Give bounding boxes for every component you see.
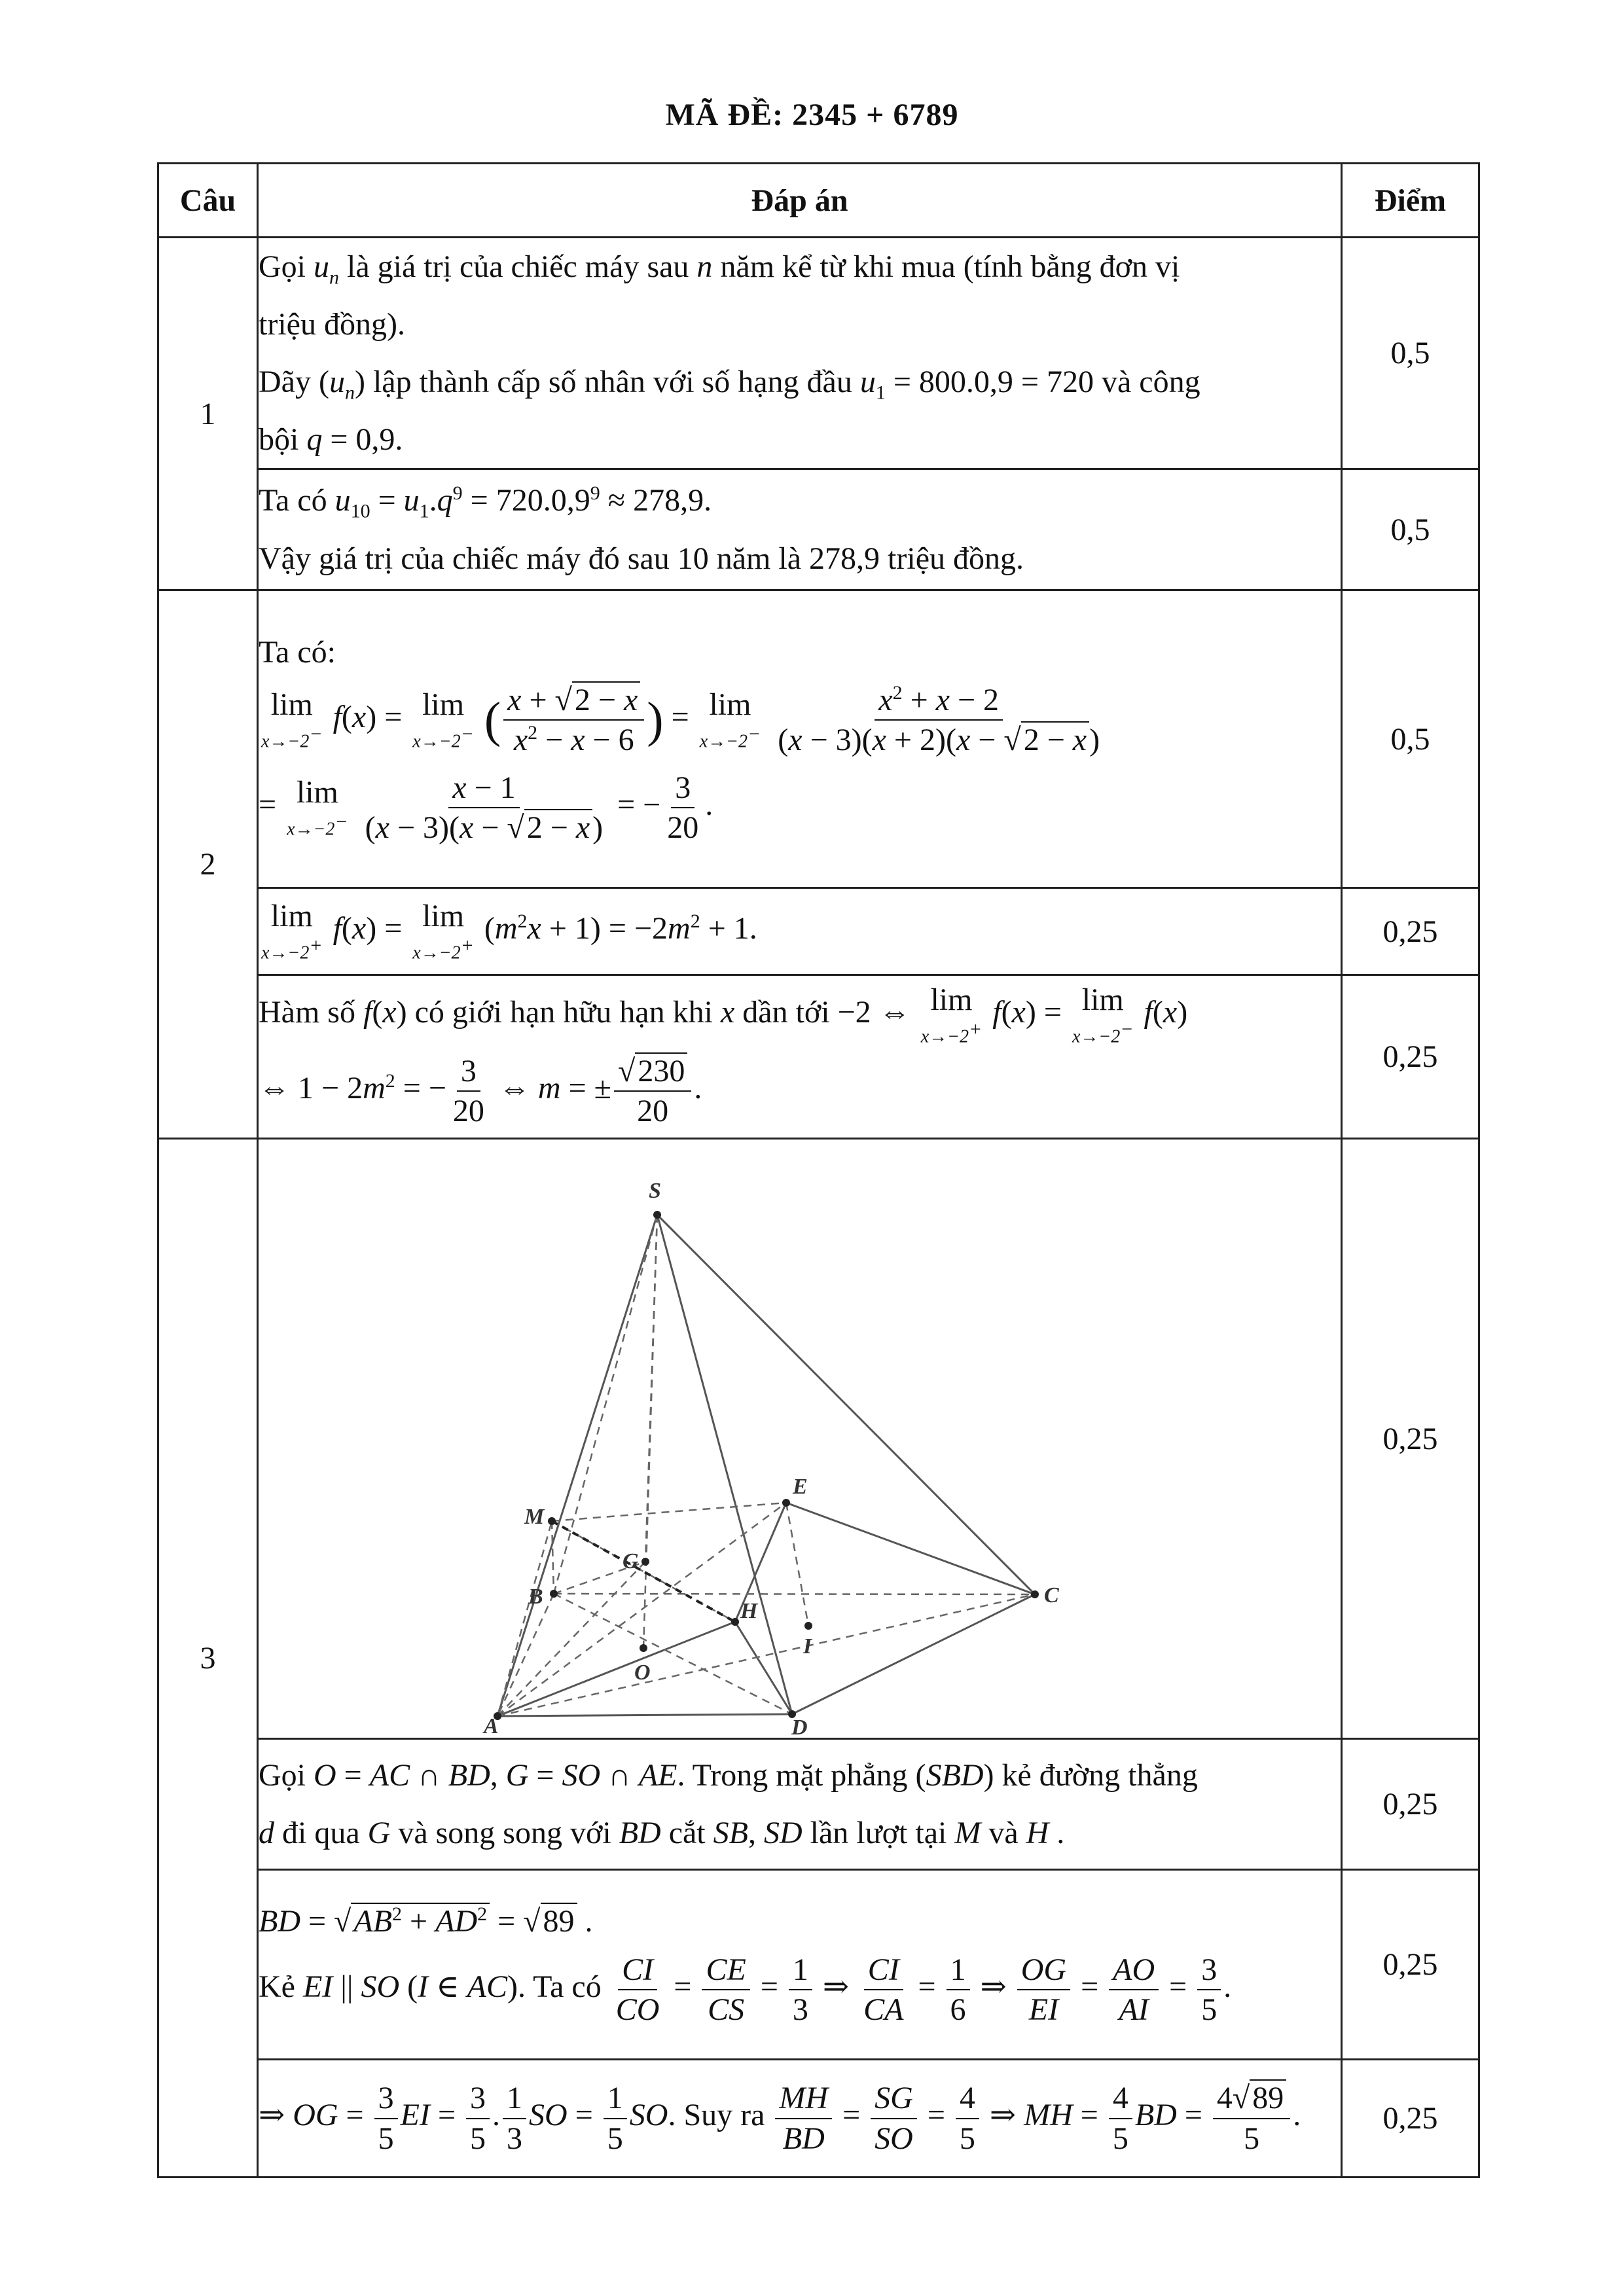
answer-table [157, 162, 1480, 2178]
score-cell: 0,25 [1342, 1870, 1479, 2060]
figure-label-e: E [793, 1475, 808, 1499]
figure-label-h: H [740, 1599, 758, 1624]
page-title: MÃ ĐỀ: 2345 + 6789 [665, 98, 959, 132]
pyramid-figure [468, 1152, 1059, 1740]
answer-cell: lim x→−2+ f(x) = lim x→−2+ $(m^2x + 1) = -2m^2 + 1$. [258, 888, 1342, 975]
figure-cell [258, 1139, 1342, 1739]
table-row [158, 1870, 1479, 2060]
score-cell: 0,5 [1342, 238, 1479, 469]
answer-cell: Ta có $u_{10} = u_1.q^9 = 720.0,9^9 \approx 278,9$. Vậy giá trị của chiếc máy đó sau 10 năm là 278,9 triệu đồng. [258, 469, 1342, 590]
answer-cell: Hàm số f(x) có giới hạn hữu hạn khi x dần tới −2 ⇔ lim x→−2+ f(x) = lim x→−2− f(x) ⇔ $1 - 2m^2$ = − $\frac{3}{20}$ ⇔ m = ± $\frac{√230}{20}$ . [258, 975, 1342, 1139]
score-cell: 0,25 [1342, 888, 1479, 975]
figure-label-s: S [649, 1179, 661, 1204]
score-cell: 0,25 [1342, 1139, 1479, 1739]
question-number: 2 [158, 590, 258, 1139]
score-cell: 0,5 [1342, 469, 1479, 590]
col-header-cau: Câu [158, 164, 258, 238]
figure-label-o: O [634, 1660, 651, 1685]
figure-label-a: A [484, 1714, 499, 1739]
question-number: 1 [158, 238, 258, 590]
figure-label-i: I [803, 1634, 812, 1659]
table-row [158, 1739, 1479, 1870]
score-cell: 0,25 [1342, 975, 1479, 1139]
figure-label-b: B [528, 1585, 543, 1609]
score-cell: 0,5 [1342, 590, 1479, 888]
answer-cell: Ta có: lim x→−2− f(x) = lim x→−2− ( $\frac{x + √2 - x}{x^2 - x - 6}$ ) = lim x→−2− $\frac{x^2 + x - 2}{(x - 3)(x + 2)(x - √2 - x)}$ = lim x→−2− $\frac{x - 1}{(x - 3)(x - √2 - x)}$ = − $\frac{3}{20}$ . [258, 590, 1342, 888]
table-row [158, 2060, 1479, 2178]
figure-label-c: C [1044, 1583, 1059, 1608]
figure-label-d: D [791, 1715, 808, 1740]
score-cell: 0,25 [1342, 2060, 1479, 2178]
answer-cell: ⇒ OG = $\frac{3}{5}$ EI = $\frac{3}{5}$ . $\frac{1}{3}$ SO = $\frac{1}{5}$ SO. Suy ra $\frac{MH}{BD}$ = $\frac{SG}{SO}$ = $\frac{4}{5}$ ⇒ MH = $\frac{4}{5}$ BD = $\frac{4√89}{5}$ . [258, 2060, 1342, 2178]
figure-label-m: M [524, 1505, 545, 1530]
table-header-row [158, 164, 1479, 238]
table-row [158, 590, 1479, 888]
table-row [158, 469, 1479, 590]
table-row [158, 238, 1479, 469]
answer-cell: Gọi $u_n$ là giá trị của chiếc máy sau n năm kể từ khi mua (tính bằng đơn vị triệu đồng). Dãy $(u_n)$ lập thành cấp số nhân với số hạng đầu $u_1 = 800.0,9 = 720$ và công bội q = 0,9. [258, 238, 1342, 469]
table-row [158, 975, 1479, 1139]
score-cell: 0,25 [1342, 1739, 1479, 1870]
col-header-diem: Điểm [1342, 164, 1479, 238]
table-row [158, 1139, 1479, 1739]
answer-cell: Gọi O = AC ∩ BD, G = SO ∩ AE. Trong mặt phẳng (SBD) kẻ đường thẳng d đi qua G và song song với BD cắt SB, SD lần lượt tại M và H . [258, 1739, 1342, 1870]
table-row [158, 888, 1479, 975]
col-header-dap-an: Đáp án [258, 164, 1342, 238]
answer-cell: BD = $√AB^2 + AD^2 = √89$ . Kẻ EI || SO (I ∈ AC). Ta có $\frac{CI}{CO}$ = $\frac{CE}{CS}$ = $\frac{1}{3}$ ⇒ $\frac{CI}{CA}$ = $\frac{1}{6}$ ⇒ $\frac{OG}{EI}$ = $\frac{AO}{AI}$ = $\frac{3}{5}$ . [258, 1870, 1342, 2060]
figure-label-g: G [623, 1549, 639, 1574]
question-number: 3 [158, 1139, 258, 2178]
